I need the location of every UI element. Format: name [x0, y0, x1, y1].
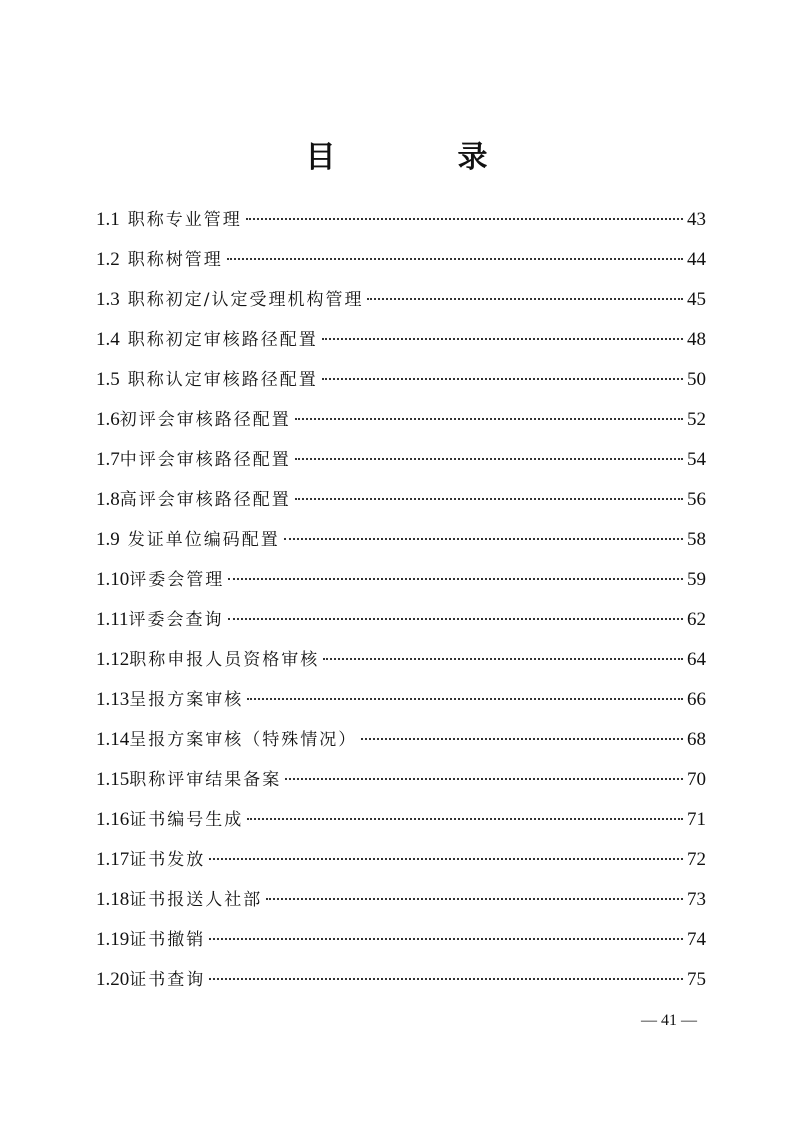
toc-entry-label: 证书查询 — [129, 970, 206, 990]
toc-entry-number: 1.1 — [96, 209, 120, 230]
toc-entry-page: 59 — [687, 569, 706, 590]
toc-entry[interactable] — [96, 600, 706, 640]
toc-entry-number: 1.20 — [96, 969, 130, 990]
toc-entry-label: 证书报送人社部 — [129, 890, 263, 910]
dot-leader — [323, 658, 683, 660]
toc-entry-page: 66 — [687, 689, 706, 710]
dot-leader — [295, 498, 683, 500]
dot-leader — [322, 338, 683, 340]
toc-entry-page: 73 — [687, 889, 706, 910]
toc-entry[interactable] — [96, 760, 706, 800]
toc-entry-number: 1.14 — [96, 729, 130, 750]
dot-leader — [295, 458, 683, 460]
toc-entry-page: 68 — [687, 729, 706, 750]
toc-entry-page: 50 — [687, 369, 706, 390]
toc-entry[interactable] — [96, 720, 706, 760]
toc-entry-number: 1.13 — [96, 689, 130, 710]
dot-leader — [227, 258, 683, 260]
toc-entry-number: 1.17 — [96, 849, 130, 870]
dot-leader — [228, 618, 683, 620]
toc-entry[interactable] — [96, 520, 706, 560]
toc-entry-label: 呈报方案审核 — [129, 690, 244, 710]
toc-entry-number: 1.19 — [96, 929, 130, 950]
toc-entry-label: 职称评审结果备案 — [129, 770, 282, 790]
toc-entry-page: 56 — [687, 489, 706, 510]
toc-entry[interactable] — [96, 680, 706, 720]
dot-leader — [361, 738, 683, 740]
table-of-contents — [96, 200, 706, 1000]
toc-entry-page: 52 — [687, 409, 706, 430]
toc-entry[interactable] — [96, 640, 706, 680]
dot-leader — [209, 858, 683, 860]
dot-leader — [322, 378, 683, 380]
toc-entry[interactable] — [96, 840, 706, 880]
toc-entry-number: 1.10 — [96, 569, 130, 590]
dot-leader — [228, 578, 683, 580]
toc-entry-page: 70 — [687, 769, 706, 790]
toc-entry-label: 评委会管理 — [129, 570, 225, 590]
toc-entry-page: 45 — [687, 289, 706, 310]
toc-entry[interactable] — [96, 320, 706, 360]
toc-entry[interactable] — [96, 240, 706, 280]
toc-entry-page: 48 — [687, 329, 706, 350]
toc-entry-page: 44 — [687, 249, 706, 270]
dot-leader — [266, 898, 683, 900]
toc-entry-number: 1.6 — [96, 409, 120, 430]
toc-entry[interactable] — [96, 400, 706, 440]
toc-entry[interactable] — [96, 440, 706, 480]
dot-leader — [246, 218, 683, 220]
dot-leader — [247, 818, 683, 820]
toc-entry-number: 1.9 — [96, 529, 120, 550]
toc-entry-page: 75 — [687, 969, 706, 990]
toc-entry[interactable] — [96, 280, 706, 320]
toc-entry-label: 呈报方案审核（特殊情况） — [129, 730, 358, 750]
toc-entry-label: 证书撤销 — [129, 930, 206, 950]
toc-entry-page: 54 — [687, 449, 706, 470]
toc-entry-page: 58 — [687, 529, 706, 550]
toc-entry-number: 1.8 — [96, 489, 120, 510]
toc-entry-label: 高评会审核路径配置 — [119, 490, 291, 510]
toc-entry-label: 证书编号生成 — [129, 810, 244, 830]
toc-entry-label: 职称树管理 — [127, 250, 223, 270]
toc-entry[interactable] — [96, 880, 706, 920]
toc-entry[interactable] — [96, 200, 706, 240]
toc-entry-page: 64 — [687, 649, 706, 670]
toc-entry[interactable] — [96, 360, 706, 400]
toc-entry[interactable] — [96, 800, 706, 840]
toc-entry[interactable] — [96, 480, 706, 520]
toc-entry-label: 发证单位编码配置 — [127, 530, 280, 550]
toc-entry[interactable] — [96, 920, 706, 960]
dot-leader — [209, 938, 683, 940]
toc-entry-page: 72 — [687, 849, 706, 870]
toc-entry-number: 1.3 — [96, 289, 120, 310]
toc-entry-number: 1.16 — [96, 809, 130, 830]
toc-entry-number: 1.4 — [96, 329, 120, 350]
toc-entry-number: 1.18 — [96, 889, 130, 910]
toc-entry-label: 职称专业管理 — [127, 210, 242, 230]
toc-entry-label: 职称认定审核路径配置 — [127, 370, 318, 390]
toc-entry-page: 74 — [687, 929, 706, 950]
toc-entry-page: 62 — [687, 609, 706, 630]
toc-entry-label: 中评会审核路径配置 — [119, 450, 291, 470]
toc-entry-number: 1.15 — [96, 769, 130, 790]
toc-entry-label: 评委会查询 — [128, 610, 224, 630]
toc-entry-label: 证书发放 — [129, 850, 206, 870]
toc-entry-number: 1.2 — [96, 249, 120, 270]
toc-entry-page: 43 — [687, 209, 706, 230]
toc-entry-number: 1.12 — [96, 649, 130, 670]
page-number: — 41 — — [641, 1012, 697, 1029]
toc-entry-label: 初评会审核路径配置 — [119, 410, 291, 430]
toc-entry-label: 职称初定审核路径配置 — [127, 330, 318, 350]
toc-entry-number: 1.11 — [96, 609, 129, 630]
toc-title: 目 录 — [305, 140, 534, 176]
dot-leader — [284, 538, 683, 540]
toc-entry-number: 1.7 — [96, 449, 120, 470]
dot-leader — [367, 298, 683, 300]
dot-leader — [247, 698, 683, 700]
toc-entry[interactable] — [96, 560, 706, 600]
toc-entry-page: 71 — [687, 809, 706, 830]
dot-leader — [295, 418, 683, 420]
dot-leader — [209, 978, 683, 980]
toc-entry-label: 职称初定/认定受理机构管理 — [127, 290, 364, 310]
dot-leader — [285, 778, 683, 780]
toc-entry[interactable] — [96, 960, 706, 1000]
toc-entry-number: 1.5 — [96, 369, 120, 390]
toc-entry-label: 职称申报人员资格审核 — [129, 650, 320, 670]
